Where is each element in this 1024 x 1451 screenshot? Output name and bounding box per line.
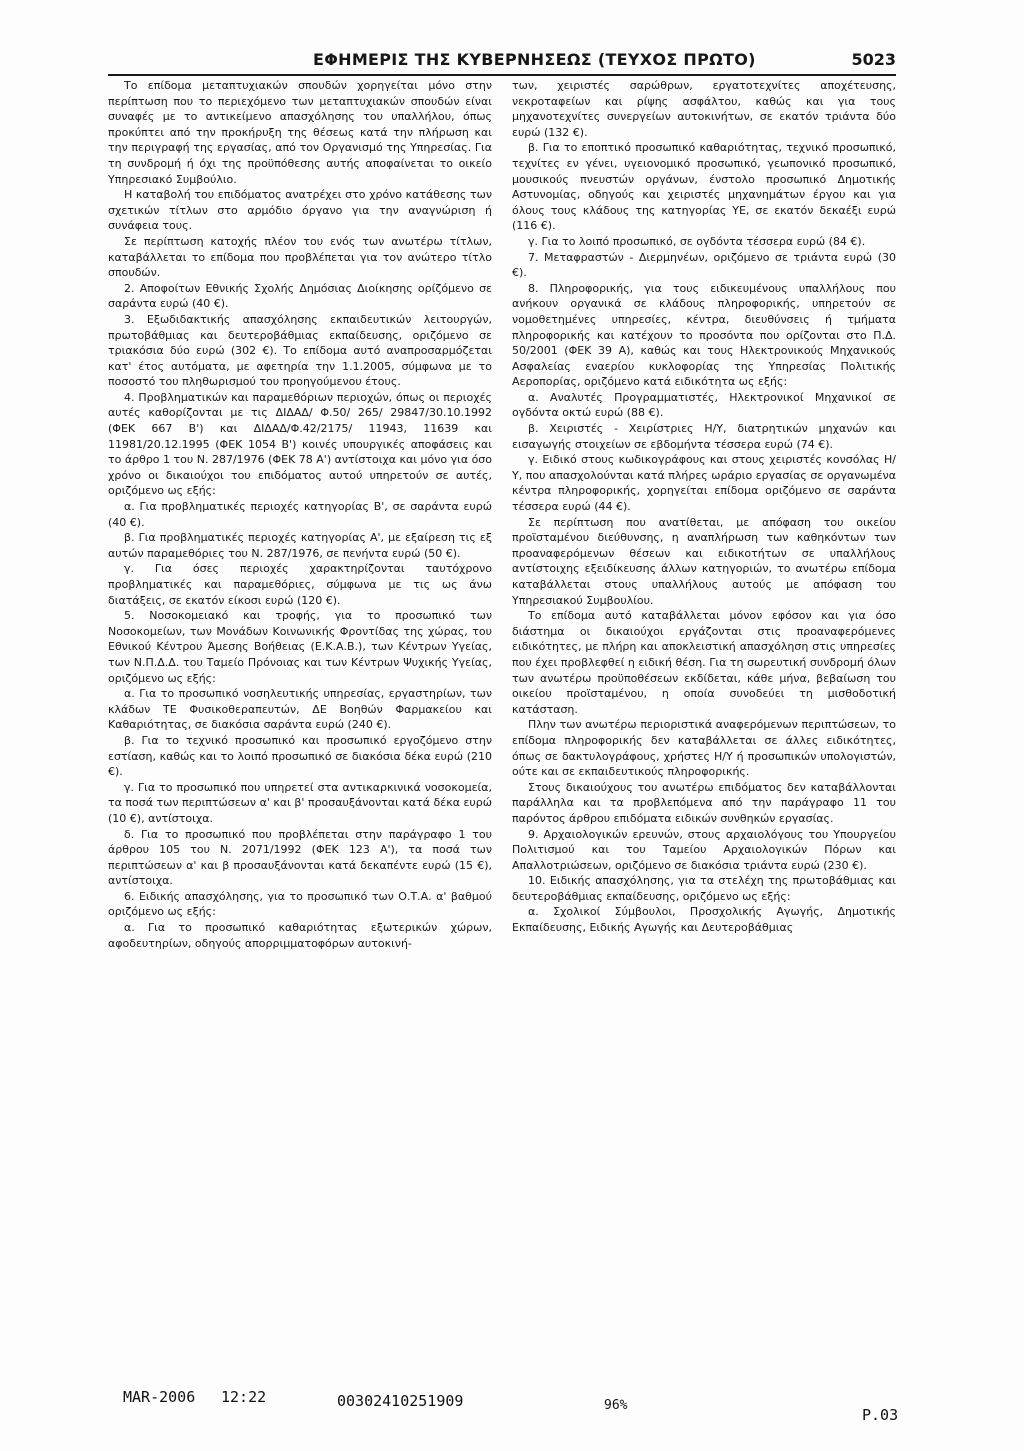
paragraph: Η καταβολή του επιδόματος ανατρέχει στο χρόνο κατάθεσης των σχετικών τίτλων στο αρμόδιο όργανο για την αναγνώριση ή συνάφεια τους. (108, 188, 492, 233)
paragraph: β. Για το εποπτικό προσωπικό καθαριότητας, τεχνικό προσωπικό, τεχνίτες εν γένει, υγειονομικό προσωπικό, γεωπονικό προσωπικό, μουσικούς πνευστών οργάνων, ένστολο προσωπικό Δημοτικής Αστυνομίας, οδηγούς και χειριστές μηχανημάτων έργου και για όλους τους κλάδους της κατηγορίας ΥΕ, σε εκατόν δεκαέξι ευρώ (116 €). (512, 141, 896, 233)
paragraph: 2. Αποφοίτων Εθνικής Σχολής Δημόσιας Διοίκησης ορίζόμενο σε σαράντα ευρώ (40 €). (108, 281, 492, 311)
paragraph: Το επίδομα μεταπτυχιακών σπουδών χορηγείται μόνο στην περίπτωση που το περιεχόμενο των μεταπτυχιακών σπουδών είναι συναφές με το αντικείμενο απασχόλησης του υπαλλήλου, όπως προκύπτει από την προκήρυξη της θέσεως κατά την πλήρωση και την περιγραφή της εργασίας, από τον Οργανισμό της Υπηρεσίας. Για τη συνδρομή ή όχι της προϋπόθεσης αυτής αποφαίνεται το οικείο Υπηρεσιακό Συμβούλιο. (108, 79, 492, 186)
paragraph: 7. Μεταφραστών - Διερμηνέων, οριζόμενο σε τριάντα ευρώ (30 €). (512, 250, 896, 280)
paragraph: γ. Για το προσωπικό που υπηρετεί στα αντικαρκινικά νοσοκομεία, τα ποσά των περιπτώσεων α' και β' προσαυξάνονται κατά δέκα ευρώ (10 €), αντίστοιχα. (108, 780, 492, 825)
paragraph: Σε περίπτωση κατοχής πλέον του ενός των ανωτέρω τίτλων, καταβάλλεται το επίδομα που προβλέπεται για τον ανώτερο τίτλο σπουδών. (108, 234, 492, 280)
journal-title: ΕΦΗΜΕΡΙΣ ΤΗΣ ΚΥΒΕΡΝΗΣΕΩΣ (ΤΕΥΧΟΣ ΠΡΩΤΟ) (313, 50, 756, 69)
paragraph: α. Για το προσωπικό καθαριότητας εξωτερικών χώρων, αφοδευτηρίων, οδηγούς απορριμματοφόρων αυτοκινή- (108, 921, 492, 950)
page-number: 5023 (851, 50, 896, 69)
right-column (512, 78, 896, 936)
paragraph: α. Για προβληματικές περιοχές κατηγορίας Β', σε σαράντα ευρώ (40 €). (108, 500, 492, 529)
paragraph: 9. Αρχαιολογικών ερευνών, στους αρχαιολόγους του Υπουργείου Πολιτισμού και του Ταμείου Αρχαιολογικών Πόρων και Απαλλοτριώσεων, οριζόμενο σε διακόσια τριάντα ευρώ (230 €). (512, 827, 896, 872)
left-column (108, 78, 492, 951)
paragraph: γ. Για όσες περιοχές χαρακτηρίζονται ταυτόχρονο προβληματικές και παραμεθόριες, σύμφωνα με τις ως άνω διατάξεις, σε εκατόν είκοσι ευρώ (120 €). (108, 562, 492, 607)
paragraph: β. Χειριστές - Χειρίστριες Η/Υ, διατρητικών μηχανών και εισαγωγής στοιχείων σε εβδομήντα τέσσερα ευρώ (74 €). (512, 422, 896, 451)
paragraph: 5. Νοσοκομειακό και τροφής, για το προσωπικό των Νοσοκομείων, των Μονάδων Κοινωνικής Φροντίδας της χώρας, του Εθνικού Κέντρου Άμεσης Βοήθειας (Ε.Κ.Α.Β.), των Κέντρων Υγείας, των Ν.Π.Δ.Δ. του Ταμείο Πρόνοιας και των Κέντρων Ψυχικής Υγείας, οριζόμενο ως εξής: (108, 609, 492, 685)
page-header (108, 36, 896, 76)
paragraph: α. Σχολικοί Σύμβουλοι, Προσχολικής Αγωγής, Δημοτικής Εκπαίδευσης, Ειδικής Αγωγής και Δευτεροβάθμιας (512, 905, 896, 935)
paragraph: 3. Εξωδιδακτικής απασχόλησης εκπαιδευτικών λειτουργών, πρωτοβάθμιας και δευτεροβάθμιας εκπαίδευσης, οριζόμενο σε τριακόσια δύο ευρώ (302 €). Το επίδομα αυτό αναπροσαρμόζεται κατ' έτος αυτόματα, με αφετηρία την 1.1.2005, σύμφωνα με το ποσοστό του πληθωρισμού του προηγούμενου έτους. (108, 312, 492, 389)
paragraph: Το επίδομα αυτό καταβάλλεται μόνον εφόσον και για όσο διάστημα οι δικαιούχοι εργάζονται στις προαναφερόμενες ειδικότητες, με πλήρη και αποκλειστική απασχόληση στις υπηρεσίες που έχει προβλεφθεί η ειδική θέση. Για τη σωρευτική συνδρομή όλων των ανωτέρω προϋποθέσεων εκδίδεται, κάθε μήνα, βεβαίωση του οικείου προϊσταμένου, η οποία συνοδεύει τη μισθοδοτική κατάσταση. (512, 609, 896, 716)
paragraph: Πλην των ανωτέρω περιοριστικά αναφερόμενων περιπτώσεων, το επίδομα πληροφορικής δεν καταβάλλεται σε άλλες ειδικότητες, όπως σε δακτυλογράφους, χρήστες Η/Υ ή προσωπικών υπολογιστών, ούτε και σε εκπαιδευτικούς πληροφορικής. (512, 718, 896, 779)
paragraph: β. Για προβληματικές περιοχές κατηγορίας Α', με εξαίρεση τις εξ αυτών παραμεθόριες του Ν. 287/1976, σε πενήντα ευρώ (50 €). (108, 531, 492, 560)
fax-number: 00302410251909 (337, 1392, 464, 1410)
paragraph: 8. Πληροφορικής, για τους ειδικευμένους υπαλλήλους που ανήκουν οργανικά σε κλάδους πληροφορικής, υπηρετούν σε νομοθετημένες υπηρεσίες, κέντρα, διευθύνσεις ή τμήματα πληροφορικής και κατέχουν το προσόντα που ορίζονται στο Π.Δ. 50/2001 (ΦΕΚ 39 Α), καθώς και τους Ηλεκτρονικούς Μηχανικούς Ασφαλείας εναερίου κυκλοφορίας της Υπηρεσίας Πολιτικής Αεροπορίας, οριζόμενο κατά ειδικότητα ως εξής: (512, 281, 896, 389)
paragraph: των, χειριστές σαρώθρων, εργατοτεχνίτες αποχέτευσης, νεκροταφείων και ρίψης ασφάλτου, καθώς και για τους μηχανοτεχνίτες συνεργείων αυτοκινήτων, σε εκατόν τριάντα δύο ευρώ (132 €). (512, 79, 896, 139)
paragraph: Στους δικαιούχους του ανωτέρω επιδόματος δεν καταβάλλονται παράλληλα και τα προβλεπόμενα από την παράγραφο 11 του παρόντος άρθρου επιδόματα ειδικών συνθηκών εργασίας. (512, 780, 896, 825)
paragraph: α. Αναλυτές Προγραμματιστές, Ηλεκτρονικοί Μηχανικοί σε ογδόντα οκτώ ευρώ (88 €). (512, 390, 896, 420)
paragraph: γ. Ειδικό στους κωδικογράφους και στους χειριστές κονσόλας Η/Υ, που απασχολούνται κατά πλήρες ωράριο εργασίας σε οργανωμένα κέντρα πληροφορικής, χορηγείται επίδομα οριζόμενο σε σαράντα τέσσερα ευρώ (44 €). (512, 453, 896, 514)
fax-page: P.03 (862, 1406, 899, 1424)
paragraph: α. Για το προσωπικό νοσηλευτικής υπηρεσίας, εργαστηρίων, των κλάδων ΤΕ Φυσικοθεραπευτών, ΔΕ Βοηθών Φαρμακείου και Καθαριότητας, σε διακόσια σαράντα ευρώ (240 €). (108, 687, 492, 732)
fax-footer (0, 1388, 1024, 1428)
paragraph: 10. Ειδικής απασχόλησης, για τα στελέχη της πρωτοβάθμιας και δευτεροβάθμιας εκπαίδευσης, οριζόμενο ως εξής: (512, 874, 896, 903)
paragraph: δ. Για το προσωπικό που προβλέπεται στην παράγραφο 1 του άρθρου 105 του Ν. 2071/1992 (ΦΕΚ 123 Α'), τα ποσά των περιπτώσεων α' και β προσαυξάνονται κατά δεκαπέντε ευρώ (15 €), αντίστοιχα. (108, 827, 492, 888)
paragraph: β. Για το τεχνικό προσωπικό και προσωπικό εργοζόμενο στην εστίαση, καθώς και το λοιπό προσωπικό σε διακόσια δέκα ευρώ (210 €). (108, 733, 492, 779)
paragraph: γ. Για το λοιπό προσωπικό, σε ογδόντα τέσσερα ευρώ (84 €). (528, 234, 866, 248)
paragraph: 4. Προβληματικών και παραμεθόριων περιοχών, όπως οι περιοχές αυτές καθορίζονται με τις ΔΙΔΑΔ/ Φ.50/ 265/ 29847/30.10.1992 (ΦΕΚ 667 Β') και ΔΙΔΑΔ/Φ.42/2175/ 11943, 11639 και 11981/20.12.1995 (ΦΕΚ 1054 Β') κοινές υπουργικές αποφάσεις και το άρθρο 1 του Ν. 287/1976 (ΦΕΚ 78 Α') αντίστοιχα και μόνο για όσο χρόνο οι δικαιούχοι του επιδόματος αυτού υπηρετούν σε αυτές, οριζόμενο ως εξής: (108, 390, 492, 498)
fax-time: 12:22 (221, 1388, 267, 1406)
fax-date: MAR-2006 (123, 1388, 196, 1406)
paragraph: 6. Ειδικής απασχόλησης, για το προσωπικό των Ο.Τ.Α. α' βαθμού οριζόμενο ως εξής: (108, 889, 492, 919)
paragraph: Σε περίπτωση που ανατίθεται, με απόφαση του οικείου προϊσταμένου διεύθυνσης, η αναπλήρωση των καθηκόντων των προαναφερόμενων θέσεων και ειδικοτήτων σε υπαλλήλους αντίστοιχης εξειδίκευσης άλλων κατηγοριών, το ανωτέρω επίδομα καταβάλλεται στους υπαλλήλους αυτούς με απόφαση του Υπηρεσιακού Συμβουλίου. (512, 515, 896, 607)
fax-percent: 96% (604, 1398, 628, 1413)
